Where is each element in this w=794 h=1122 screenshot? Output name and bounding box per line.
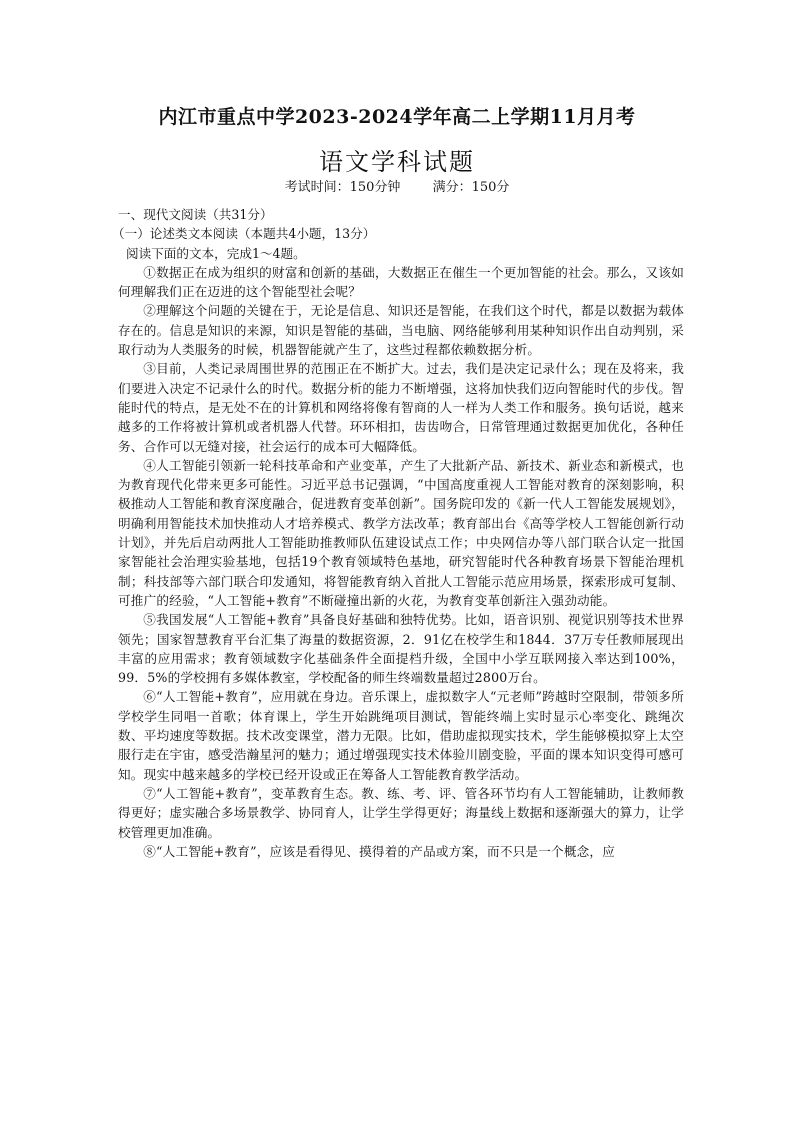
- paragraph-6: ⑥“人工智能+教育”，应用就在身边。音乐课上，虚拟数字人“元老师”跨越时空限制，带领多所学校学生同唱一首歌；体育课上，学生开始跳绳项目测试，智能终端上实时显示心率变化、跳绳次数、平均速度等数据。技术改变课堂，潜力无限。比如，借助虚拟现实技术，学生能够模拟穿上太空服行走在宇宙，感受浩瀚星河的魅力；通过增强现实技术体验川剧变脸，平面的课本知识变得可感可知。现实中越来越多的学校已经开设或正在筹备人工智能教育教学活动。: [118, 689, 684, 782]
- paragraph-8: ⑧“人工智能+教育”，应该是看得见、摸得着的产品或方案，而不只是一个概念，应: [143, 843, 615, 859]
- section-heading: 一、现代文阅读（共31分）: [118, 207, 273, 222]
- paragraph-5: ⑤我国发展“人工智能+教育”具备良好基础和独特优势。比如，语音识别、视觉识别等技术世界领先；国家智慧教育平台汇集了海量的数据资源，2．91亿在校学生和1844．37万专任教师展现出丰富的应用需求；教育领域数字化基础条件全面提档升级，全国中小学互联网接入率达到100%，99．5%的学校拥有多媒体教室，学校配备的师生终端数量超过2800万台。: [118, 612, 684, 686]
- paragraph-7: ⑦“人工智能+教育”，变革教育生态。教、练、考、评、管各环节均有人工智能辅助，让教师教得更好；虚实融合多场景教学、协同育人，让学生学得更好；海量线上数据和逐渐强大的算力，让学校管理更加准确。: [118, 785, 684, 840]
- full-score: 满分：150分: [432, 180, 510, 195]
- section-subheading: （一）论述类文本阅读（本题共4小题，13分）: [112, 226, 376, 242]
- paragraph-3: ③目前，人类记录周围世界的范围正在不断扩大。过去，我们是决定记录什么；现在及将来，我们要进入决定不记录什么的时代。数据分析的能力不断增强，这将加快我们迈向智能时代的步伐。智能时代的特点，是无处不在的计算机和网络将像有智商的人一样为人类工作和服务。换句话说，越来越多的工作将被计算机或者机器人代替。环环相扣，齿齿吻合，日常管理通过数据更加优化，各种任务、合作可以无缝对接，社会运行的成本可大幅降低。: [118, 361, 684, 454]
- paragraph-2: ②理解这个问题的关键在于，无论是信息、知识还是智能，在我们这个时代，都是以数据为载体存在的。信息是知识的来源，知识是智能的基础，当电脑、网络能够利用某种知识作出自动判别，采取行动为人类服务的时候，机器智能就产生了，这些过程都依赖数据分析。: [118, 303, 684, 358]
- exam-time: 考试时间：150分钟: [284, 180, 401, 195]
- exam-content: [112, 205, 684, 861]
- exam-title: 内江市重点中学2023-2024学年高二上学期11月月考: [158, 106, 636, 128]
- exam-info: [0, 176, 794, 195]
- reading-instruction: 阅读下面的文本，完成1～4题。: [126, 245, 306, 261]
- subject-title: 语文学科试题: [319, 148, 475, 176]
- paragraph-1: ①数据正在成为组织的财富和创新的基础，大数据正在催生一个更加智能的社会。那么，又该如何理解我们正在迈进的这个智能型社会呢？: [118, 264, 684, 300]
- paragraph-4: ④人工智能引领新一轮科技革命和产业变革，产生了大批新产品、新技术、新业态和新模式，也为教育现代化带来更多可能性。习近平总书记强调，“中国高度重视人工智能对教育的深刻影响，积极推动人工智能和教育深度融合，促进教育变革创新”。国务院印发的《新一代人工智能发展规划》，明确利用智能技术加快推动人才培养模式、教学方法改革；教育部出台《高等学校人工智能创新行动计划》，并先后启动两批人工智能助推教师队伍建设试点工作；中央网信办等八部门联合认定一批国家智能社会治理实验基地，包括19个教育领域特色基地，研究智能时代各种教育场景下智能治理机制；科技部等六部门联合印发通知，将智能教育纳入首批人工智能示范应用场景，探索形成可复制、可推广的经验，“人工智能+教育”不断碰撞出新的火花，为教育变革创新注入强劲动能。: [118, 457, 684, 608]
